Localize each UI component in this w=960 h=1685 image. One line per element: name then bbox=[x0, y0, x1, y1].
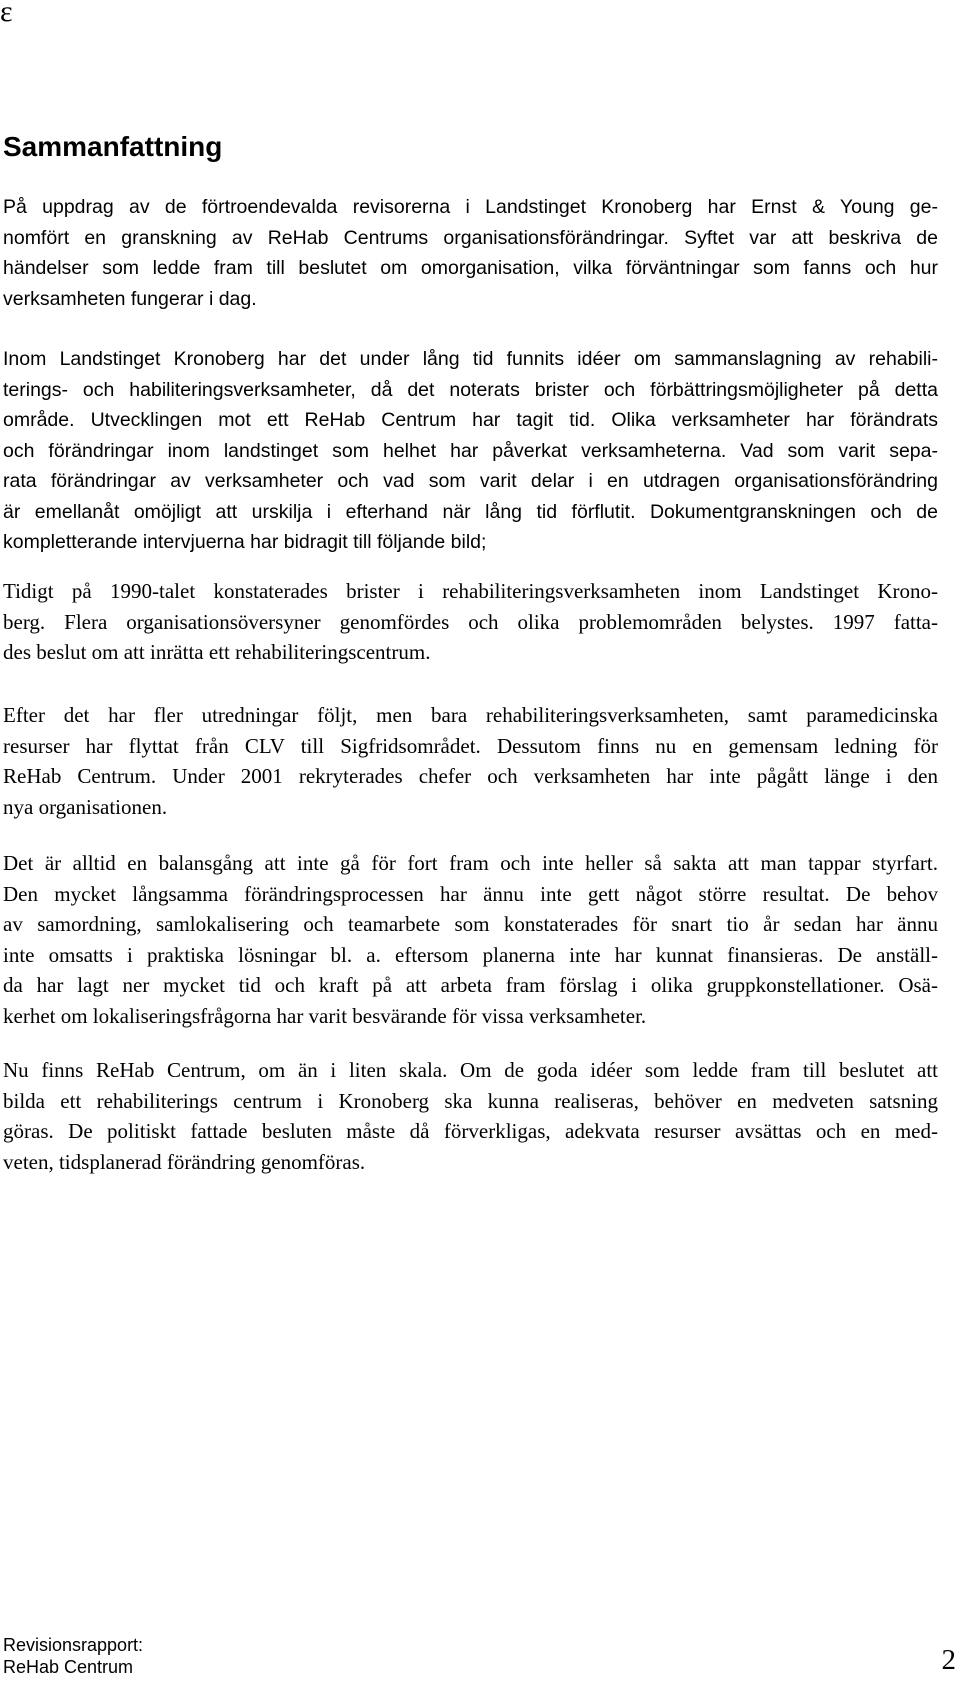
paragraph-line: nomfört en granskning av ReHab Centrums organisationsförändringar. Syftet var att beskriva de bbox=[3, 226, 938, 249]
paragraph-intro bbox=[3, 192, 938, 314]
paragraph-conclusion bbox=[3, 1055, 938, 1177]
paragraph-line: område. Utvecklingen mot ett ReHab Centrum har tagit tid. Olika verksamheter har förändrats bbox=[3, 409, 938, 431]
paragraph-line: da har lagt ner mycket tid och kraft på att arbeta fram förslag i olika gruppkonstellationer. Osä- bbox=[3, 973, 938, 997]
paragraph-line: ReHab Centrum. Under 2001 rekryterades chefer och verksamheten har inte pågått länge i den bbox=[3, 764, 938, 788]
paragraph-line: På uppdrag av de förtroendevalda revisorerna i Landstinget Kronoberg har Ernst & Young ge- bbox=[3, 196, 938, 218]
paragraph-line: Efter det har fler utredningar följt, men bara rehabiliteringsverksamheten, samt paramedicinska bbox=[3, 703, 938, 727]
paragraph-line: Den mycket långsamma förändringsprocessen har ännu inte gett något större resultat. De behov bbox=[3, 881, 938, 906]
paragraph-line: är emellanåt omöjligt att urskilja i efterhand när lång tid förflutit. Dokumentgranskningen och de bbox=[3, 500, 938, 523]
footer-report-label: Revisionsrapport: bbox=[3, 1635, 144, 1655]
paragraph-line: berg. Flera organisationsöversyner genomfördes och olika problemområden belystes. 1997 fatta- bbox=[3, 609, 938, 634]
paragraph-line: kerhet om lokaliseringsfrågorna har varit besvärande för vissa verksamheter. bbox=[3, 1003, 647, 1028]
paragraph-line: nya organisationen. bbox=[3, 794, 168, 819]
paragraph-line: göras. De politiskt fattade besluten måste då förverkligas, adekvata resurser avsättas och en med- bbox=[3, 1119, 938, 1143]
paragraph-line: bilda ett rehabiliterings centrum i Kronoberg ska kunna realiseras, behöver en medveten satsning bbox=[3, 1088, 938, 1113]
paragraph-line: kompletterande intervjuerna har bidragit till följande bild; bbox=[3, 531, 487, 553]
header-corner-mark: ε bbox=[0, 0, 13, 28]
paragraph-line: och förändringar inom landstinget som helhet har påverkat verksamheterna. Vad som varit sepa- bbox=[3, 439, 938, 462]
paragraph-line: resurser har flyttat från CLV till Sigfridsområdet. Dessutom finns nu en gemensam ledning för bbox=[3, 733, 938, 758]
paragraph-line: av samordning, samlokalisering och teamarbete som konstaterades för snart tio år sedan har ännu bbox=[3, 912, 938, 936]
paragraph-background bbox=[3, 344, 938, 558]
paragraph-line: veten, tidsplanerad förändring genomföras. bbox=[3, 1149, 366, 1174]
paragraph-line: Nu finns ReHab Centrum, om än i liten skala. Om de goda idéer som ledde fram till beslutet att bbox=[3, 1058, 938, 1082]
paragraph-line: inte omsatts i praktiska lösningar bl. a. eftersom planerna inte har kunnat finansieras. De anställ- bbox=[3, 942, 938, 967]
paragraph-line: verksamheten fungerar i dag. bbox=[3, 287, 257, 310]
paragraph-line: rata förändringar av verksamheter och vad som varit delar i en utdragen organisationsförändring bbox=[3, 470, 938, 492]
paragraph-balance bbox=[3, 848, 938, 1031]
paragraph-line: Tidigt på 1990-talet konstaterades brister i rehabiliteringsverksamheten inom Landstinget Krono- bbox=[3, 579, 938, 603]
paragraph-line: terings- och habiliteringsverksamheter, då det noterats brister och förbättringsmöjligheter på detta bbox=[3, 378, 938, 401]
footer-report-name: ReHab Centrum bbox=[3, 1657, 134, 1677]
paragraph-line: Inom Landstinget Kronoberg har det under lång tid funnits idéer om sammanslagning av rehabili- bbox=[3, 348, 938, 370]
paragraph-line: Det är alltid en balansgång att inte gå för fort fram och inte heller så sakta att man tappar styrfart. bbox=[3, 851, 938, 875]
paragraph-investigations bbox=[3, 700, 938, 822]
page-number: 2 bbox=[941, 1644, 956, 1676]
paragraph-line: händelser som ledde fram till beslutet om omorganisation, vilka förväntningar som fanns och hur bbox=[3, 257, 938, 279]
page-title: Sammanfattning bbox=[3, 131, 223, 162]
paragraph-line: des beslut om att inrätta ett rehabiliteringscentrum. bbox=[3, 640, 431, 664]
paragraph-early-1990s bbox=[3, 576, 938, 668]
footer-report-info bbox=[3, 1634, 143, 1678]
